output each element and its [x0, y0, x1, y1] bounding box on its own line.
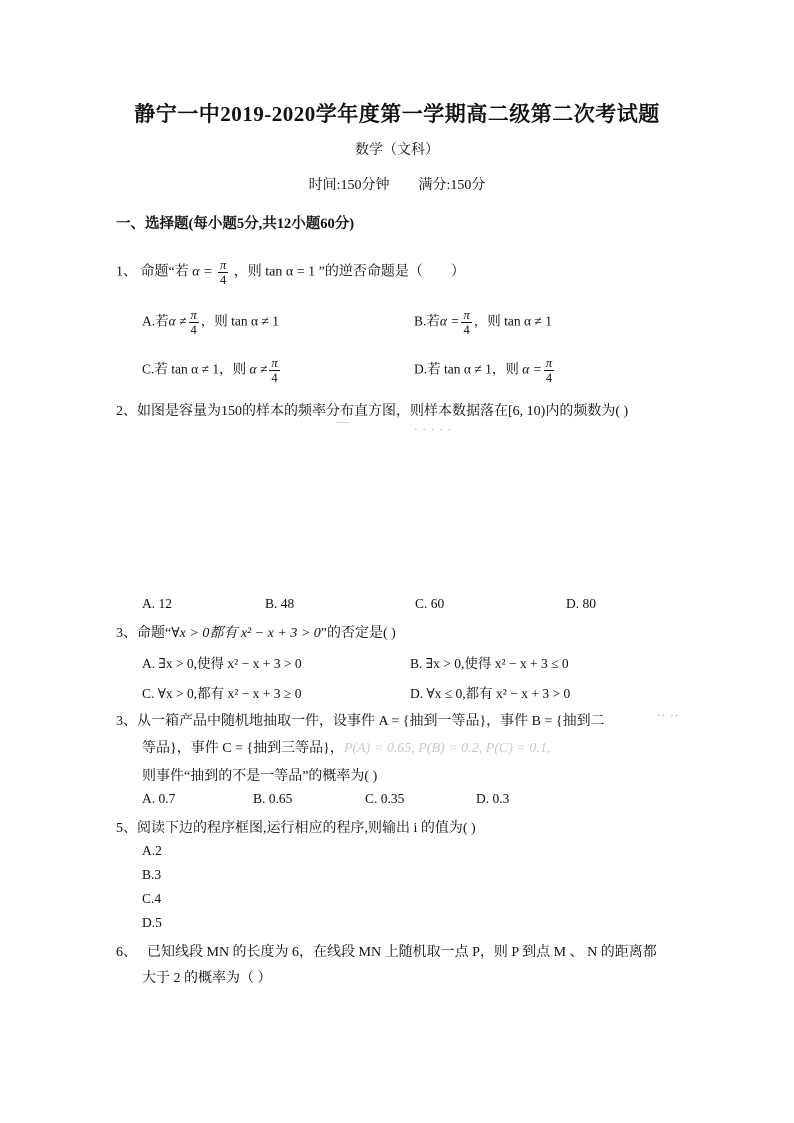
q4-option-a: A. 0.7 [142, 791, 176, 806]
q3-option-d: D. ∀x ≤ 0,都有 x² − x + 3 > 0 [410, 686, 571, 701]
question-6-line-2: 大于 2 的概率为（ ） [142, 971, 272, 986]
q2-option-b: B. 48 [265, 596, 295, 611]
question-2: 2、如图是容量为150的样本的频率分布直方图，则样本数据落在[6, 10)内的频数为( ) [116, 404, 629, 419]
q4-option-b: B. 0.65 [253, 791, 293, 806]
q3-option-b: B. ∃x > 0,使得 x² − x + 3 ≤ 0 [410, 656, 569, 671]
question-5: 5、阅读下边的程序框图,运行相应的程序,则输出 i 的值为( ) [116, 821, 476, 836]
q2-option-c: C. 60 [415, 596, 445, 611]
question-number: 2、 [116, 404, 137, 419]
question-4-line-2: 等品}，事件 C = {抽到三等品}，P(A) = 0.65, P(B) = 0.2, P(C) = 0.1, [142, 741, 551, 756]
q1-option-b: B.若α = $\frac{\pi}{4}$ ，则 tan α ≠ 1 [414, 308, 552, 337]
question-4-line-3: 则事件“抽到的不是一等品”的概率为( ) [142, 769, 378, 784]
question-6: 6、 已知线段 MN 的长度为 6，在线段 MN 上随机取一点 P，则 P 到点 M 、 N 的距离都 [116, 945, 657, 960]
figure-artifact: ·· ·· [657, 710, 680, 722]
probability-values: P(A) = 0.65, P(B) = 0.2, P(C) = 0.1, [343, 741, 551, 756]
q5-option-d: D.5 [142, 915, 162, 930]
exam-subject: 数学（文科） [355, 143, 439, 158]
q1-option-a: A.若α ≠ $\frac{\pi}{4}$ ，则 tan α ≠ 1 [142, 308, 279, 337]
exam-info [0, 174, 794, 194]
figure-artifact: · · · · · [414, 424, 453, 436]
q5-option-b: B.3 [142, 867, 162, 882]
fraction: $\frac{\pi}{4}$ [220, 258, 227, 287]
exam-title: 静宁一中2019-2020学年度第一学期高二级第二次考试题 [134, 102, 660, 126]
q2-option-d: D. 80 [566, 596, 596, 611]
question-3: 3、命题“∀x > 0都有 x² − x + 3 > 0”的否定是( ) [116, 626, 396, 641]
question-number: 5、 [116, 821, 137, 836]
question-number: 3、 [116, 626, 137, 641]
question-4: 3、从一箱产品中随机地抽取一件，设事件 A = {抽到一等品}，事件 B = {抽到二 [116, 714, 605, 729]
q5-option-a: A.2 [142, 843, 162, 858]
q2-option-a: A. 12 [142, 596, 172, 611]
q4-option-d: D. 0.3 [476, 791, 510, 806]
question-1: 1、 命题“若 α = $\frac{\pi}{4}$ ，则 tan α = 1 ”的逆否命题是（ ） [116, 258, 465, 287]
question-number: 1、 [116, 264, 137, 280]
figure-artifact: ‾‾‾ [336, 422, 350, 434]
q5-option-c: C.4 [142, 891, 162, 906]
score-info: 满分:150分 [418, 178, 486, 193]
q1-option-c: C.若 tan α ≠ 1，则 α ≠ $\frac{\pi}{4}$ [142, 356, 278, 385]
time-info: 时间:150分钟 [308, 178, 390, 193]
q1-option-d: D.若 tan α ≠ 1，则 α = $\frac{\pi}{4}$ [414, 356, 553, 385]
question-number: 6、 [116, 945, 137, 960]
section-title: 一、选择题(每小题5分,共12小题60分) [116, 216, 355, 232]
q3-option-a: A. ∃x > 0,使得 x² − x + 3 > 0 [142, 656, 302, 671]
q3-option-c: C. ∀x > 0,都有 x² − x + 3 ≥ 0 [142, 686, 302, 701]
question-number: 3、 [116, 714, 137, 729]
q4-option-c: C. 0.35 [365, 791, 405, 806]
